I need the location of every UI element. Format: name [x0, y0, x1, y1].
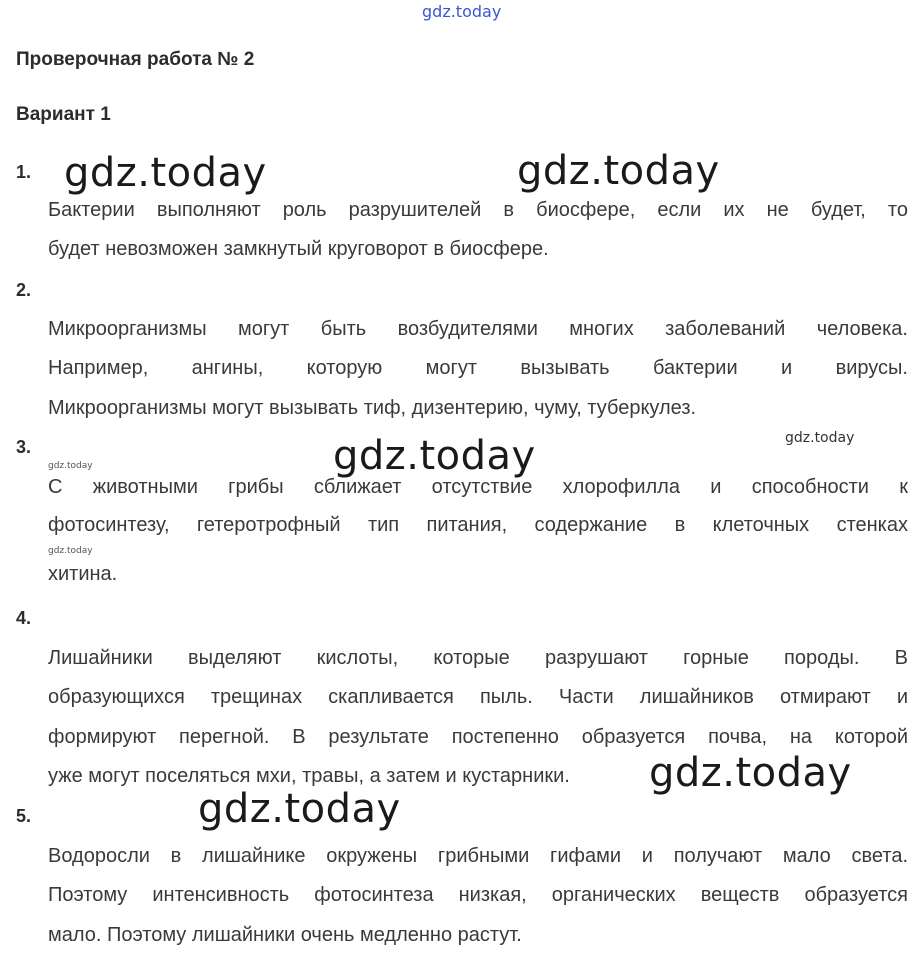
answer-2-line-2: Например, ангины, которую могут вызывать бактерии и вирусы. — [48, 357, 908, 379]
watermark-big: gdz.today — [333, 433, 536, 479]
answer-1-line-1: Бактерии выполняют роль разрушителей в биосфере, если их не будет, то — [48, 199, 908, 221]
watermark-big: gdz.today — [198, 786, 401, 832]
answer-4-line-1: Лишайники выделяют кислоты, которые разрушают горные породы. В — [48, 647, 908, 669]
answer-5-line-1: Водоросли в лишайнике окружены грибными гифами и получают мало света. — [48, 845, 908, 867]
watermark-small: gdz.today — [785, 430, 855, 446]
answer-4-line-2: образующихся трещинах скапливается пыль. Части лишайников отмирают и — [48, 686, 908, 708]
watermark-top: gdz.today — [422, 2, 502, 21]
watermark-big: gdz.today — [64, 150, 267, 196]
answer-1-line-2: будет невозможен замкнутый круговорот в биосфере. — [48, 238, 549, 260]
watermark-tiny: gdz.today — [48, 461, 93, 471]
answer-4-line-4: уже могут поселяться мхи, травы, а затем и кустарники. — [48, 765, 570, 787]
answer-5-line-3: мало. Поэтому лишайники очень медленно растут. — [48, 924, 522, 946]
answer-3-line-1: С животными грибы сближает отсутствие хлорофилла и способности к — [48, 476, 908, 498]
answer-4-line-3: формируют перегной. В результате постепенно образуется почва, на которой — [48, 726, 908, 748]
answer-5-line-2: Поэтому интенсивность фотосинтеза низкая, органических веществ образуется — [48, 884, 908, 906]
watermark-big: gdz.today — [517, 148, 720, 194]
answer-number-4: 4. — [16, 608, 32, 628]
answer-number-3: 3. — [16, 437, 32, 457]
answer-2-line-3: Микроорганизмы могут вызывать тиф, дизентерию, чуму, туберкулез. — [48, 397, 697, 419]
answer-number-2: 2. — [16, 280, 32, 300]
answer-3-line-3: хитина. — [48, 563, 118, 585]
answer-number-1: 1. — [16, 162, 32, 182]
answer-2-line-1: Микроорганизмы могут быть возбудителями многих заболеваний человека. — [48, 318, 908, 340]
watermark-tiny: gdz.today — [48, 546, 93, 556]
answer-3-line-2: фотосинтезу, гетеротрофный тип питания, содержание в клеточных стенках — [48, 514, 908, 536]
worksheet-title: Проверочная работа № 2 — [16, 49, 255, 70]
variant-label: Вариант 1 — [16, 104, 111, 125]
answer-number-5: 5. — [16, 806, 32, 826]
watermark-big: gdz.today — [649, 750, 852, 796]
